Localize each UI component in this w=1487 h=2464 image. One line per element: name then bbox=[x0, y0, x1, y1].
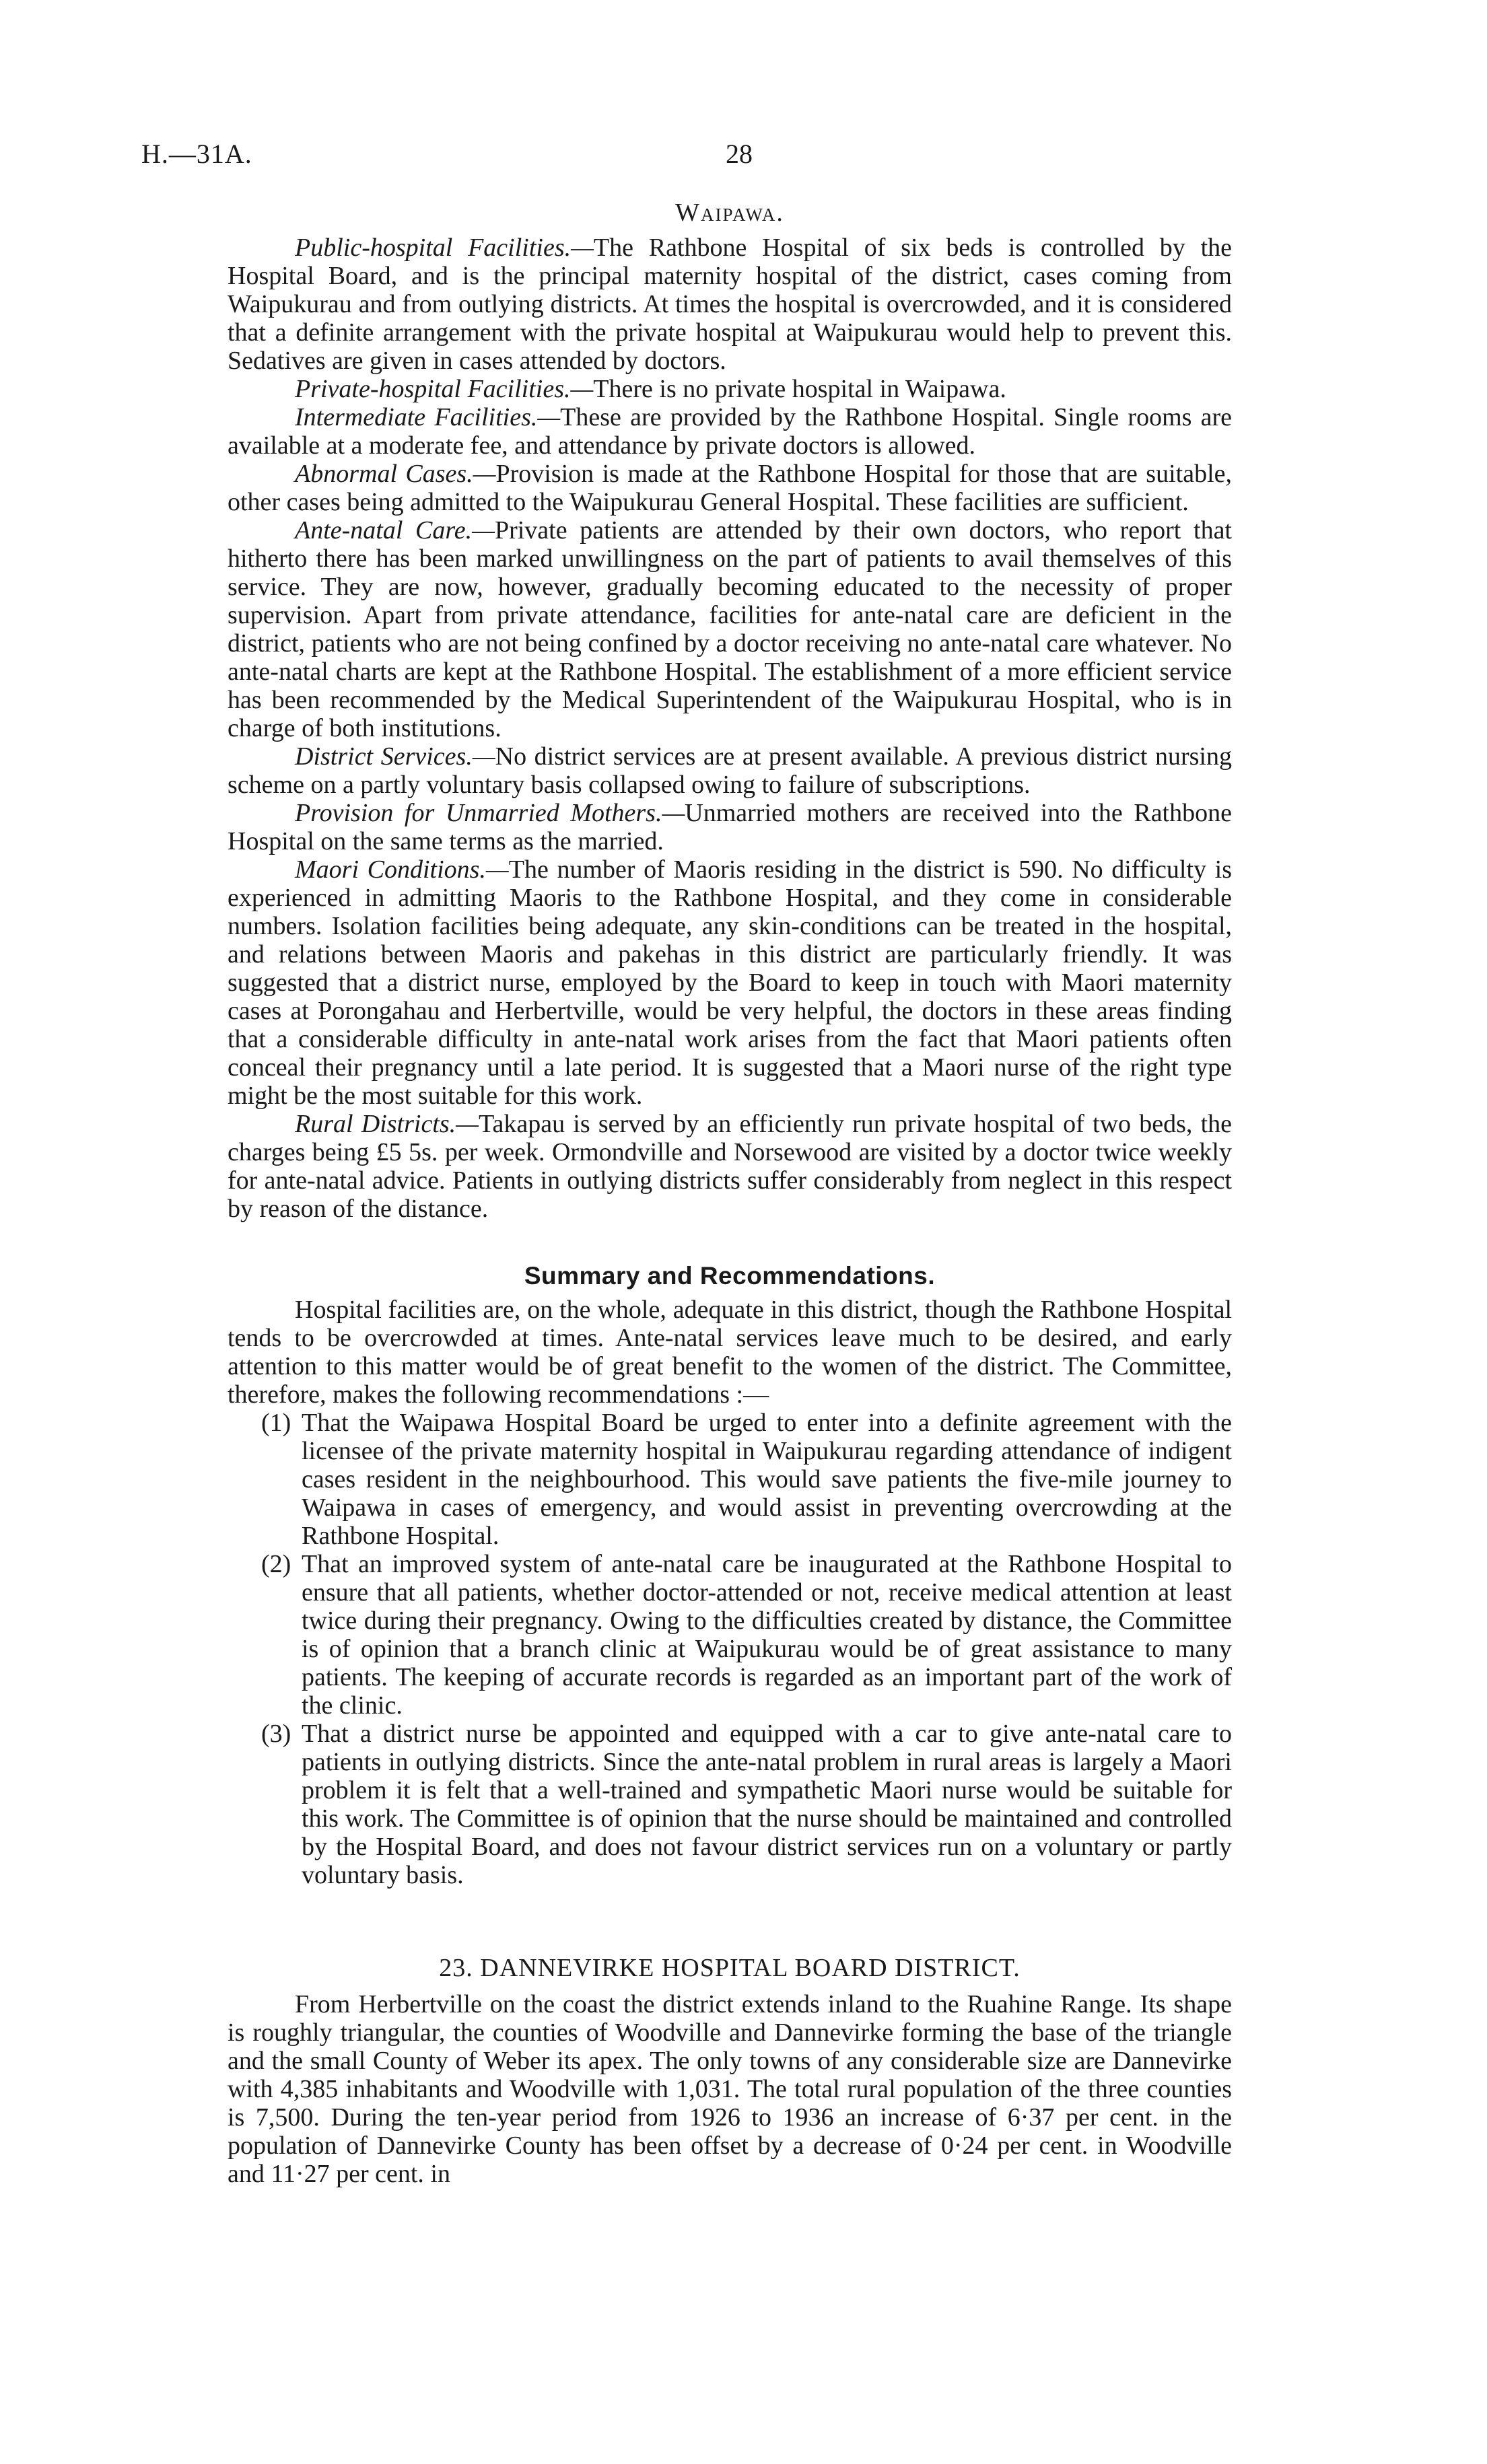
paragraph-text: Provision is made at the Rathbone Hospital for those that are suitable, other cases being admitted to the Waipukurau General Hospital. These facilities are sufficient. bbox=[228, 460, 1233, 516]
paragraph-district-services bbox=[228, 742, 1232, 799]
paragraph-text: The Rathbone Hospital of six beds is controlled by the Hospital Board, and is the principal maternity hospital of the district, cases coming from Waipukurau and from outlying districts. At times the hospital is overcrowded, and it is considered that a definite arrangement with the private hospital at Waipukurau would help to prevent this. Sedatives are given in cases attended by doctors. bbox=[228, 234, 1233, 375]
paragraph-public-hospital bbox=[228, 234, 1232, 375]
summary-heading: Summary and Recommendations. bbox=[524, 1262, 936, 1290]
recommendation-text: That a district nurse be appointed and equipped with a car to give ante-natal care to patients in outlying districts. Since the ante-natal problem in rural areas is largely a Maori problem it is felt that a well-trained and sympathetic Maori nurse would be suitable for this work. The Committee is of opinion that the nurse should be maintained and controlled by the Hospital Board, and does not favour district services run on a voluntary or partly voluntary basis. bbox=[302, 1720, 1232, 1889]
paragraph-abnormal-cases bbox=[228, 460, 1232, 516]
paragraph-text: Takapau is served by an efficiently run private hospital of two beds, the charges being £5 5s. per week. Ormondville and Norsewood are visited by a doctor twice weekly for ante-natal advice. Patients in outlying districts suffer considerably from neglect in this respect by reason of the distance. bbox=[228, 1110, 1233, 1223]
paragraph-heading: Maori Conditions.— bbox=[295, 855, 509, 884]
recommendation-item bbox=[228, 1550, 1232, 1720]
recommendation-item bbox=[228, 1409, 1232, 1550]
paragraph-text: These are provided by the Rathbone Hospital. Single rooms are available at a moderate fee, and attendance by private doctors is allowed. bbox=[228, 403, 1233, 460]
paragraph-text: No district services are at present available. A previous district nursing scheme on a partly voluntary basis collapsed owing to failure of subscriptions. bbox=[228, 742, 1232, 799]
report-code: H.—31A. bbox=[141, 139, 252, 169]
paragraph-private-hospital bbox=[228, 375, 1232, 403]
paragraph-heading: Public-hospital Facilities.— bbox=[295, 234, 594, 262]
paragraph-text: Private patients are attended by their own doctors, who report that hitherto there has been marked unwillingness on the part of patients to avail themselves of this service. They are now, however, gradually becoming educated to the necessity of proper supervision. Apart from private attendance, facilities for ante-natal care are deficient in the district, patients who are not being confined by a doctor receiving no ante-natal care whatever. No ante-natal charts are kept at the Rathbone Hospital. The establishment of a more efficient service has been recommended by the Medical Superintendent of the Waipukurau Hospital, who is in charge of both institutions. bbox=[228, 516, 1232, 742]
recommendation-text: That an improved system of ante-natal care be inaugurated at the Rathbone Hospital to ensure that all patients, whether doctor-attended or not, receive medical attention at least twice during their pregnancy. Owing to the difficulties created by distance, the Committee is of opinion that a branch clinic at Waipukurau would be of great assistance to many patients. The keeping of accurate records is regarded as an important part of the work of the clinic. bbox=[302, 1550, 1232, 1720]
paragraph-unmarried-mothers bbox=[228, 799, 1232, 855]
recommendation-item bbox=[228, 1720, 1232, 1889]
summary-intro: Hospital facilities are, on the whole, adequate in this district, though the Rathbone Hospital tends to be overcrowded at times. Ante-natal services leave much to be desired, and early attention to this matter would be of great benefit to the women of the district. The Committee, therefore, makes the following recommendations :— bbox=[228, 1296, 1232, 1409]
paragraph-heading: Rural Districts.— bbox=[295, 1110, 479, 1138]
paragraph-rural-districts bbox=[228, 1110, 1232, 1223]
recommendation-number: (2) bbox=[261, 1550, 291, 1578]
recommendation-text: That the Waipawa Hospital Board be urged to enter into a definite agreement with the licensee of the private maternity hospital in Waipukurau regarding attendance of indigent cases resident in the neighbourhood. This would save patients the five-mile journey to Waipawa in cases of emergency, and would assist in preventing overcrowding at the Rathbone Hospital. bbox=[302, 1409, 1232, 1550]
paragraph-heading: Provision for Unmarried Mothers.— bbox=[295, 799, 685, 827]
paragraph-intermediate bbox=[228, 403, 1232, 460]
paragraph-heading: Abnormal Cases.— bbox=[295, 460, 496, 488]
page-number: 28 bbox=[726, 139, 753, 169]
paragraph-heading: Intermediate Facilities.— bbox=[295, 403, 561, 431]
section-title: Waipawa. bbox=[675, 199, 784, 227]
paragraph-maori-conditions bbox=[228, 855, 1232, 1110]
paragraph-text: Unmarried mothers are received into the Rathbone Hospital on the same terms as the married. bbox=[228, 799, 1232, 855]
paragraph-heading: Private-hospital Facilities.— bbox=[295, 375, 594, 403]
paragraph-text: The number of Maoris residing in the district is 590. No difficulty is experienced in admitting Maoris to the Rathbone Hospital, and they come in considerable numbers. Isolation facilities being adequate, any skin-conditions can be treated in the hospital, and relations between Maoris and pakehas in this district are particularly friendly. It was suggested that a district nurse, employed by the Board to keep in touch with Maori maternity cases at Porongahau and Herbertville, would be very helpful, the doctors in these areas finding that a considerable difficulty in ante-natal work arises from the fact that Maori patients often conceal their pregnancy until a late period. It is suggested that a Maori nurse of the right type might be the most suitable for this work. bbox=[228, 855, 1232, 1110]
paragraph-ante-natal bbox=[228, 516, 1232, 742]
recommendation-number: (1) bbox=[261, 1409, 291, 1437]
district-paragraph: From Herbertville on the coast the district extends inland to the Ruahine Range. Its shape is roughly triangular, the counties of Woodville and Dannevirke forming the base of the triangle and the small County of Weber its apex. The only towns of any considerable size are Dannevirke with 4,385 inhabitants and Woodville with 1,031. The total rural population of the three counties is 7,500. During the ten-year period from 1926 to 1936 an increase of 6·37 per cent. in the population of Dannevirke County has been offset by a decrease of 0·24 per cent. in Woodville and 11·27 per cent. in bbox=[228, 1990, 1232, 2188]
district-heading: 23. DANNEVIRKE HOSPITAL BOARD DISTRICT. bbox=[439, 1954, 1021, 1982]
recommendation-number: (3) bbox=[261, 1720, 291, 1748]
paragraph-heading: Ante-natal Care.— bbox=[295, 516, 495, 544]
paragraph-text: There is no private hospital in Waipawa. bbox=[593, 375, 1006, 403]
paragraph-heading: District Services.— bbox=[295, 742, 495, 771]
running-head bbox=[141, 138, 1232, 178]
text-column bbox=[228, 192, 1232, 2188]
recommendations-list bbox=[228, 1409, 1232, 1889]
